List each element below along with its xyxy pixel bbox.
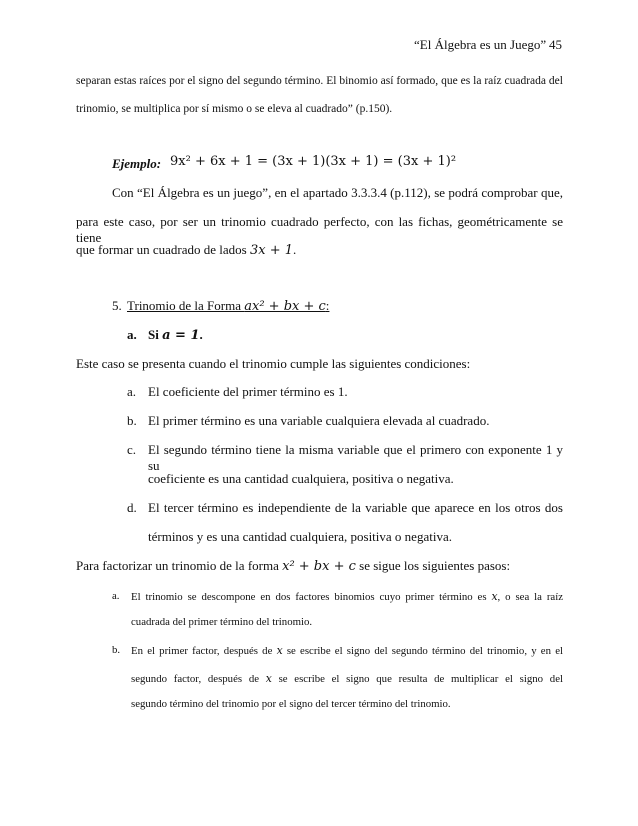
condition-text: coeficiente es una cantidad cualquiera, positiva o negativa.	[148, 471, 454, 486]
condition-text: El tercer término es independiente de la variable que aparece en los otros dos	[148, 500, 563, 515]
example-line-2: para este caso, por ser un trinomio cuadrado perfecto, con las fichas, geométricamente se tiene	[76, 214, 563, 245]
condition-text: términos y es una cantidad cualquiera, positiva o negativa.	[148, 529, 452, 544]
step-b-line-1: En el primer factor, después de x se escribe el signo del segundo término del trinomio, y en el	[131, 644, 563, 657]
steps-intro: Para factorizar un trinomio de la forma x² + bx + c se sigue los siguientes pasos:	[76, 558, 511, 574]
intro-line-2: trinomio, se multiplica por sí mismo o se eleva al cuadrado” (p.150).	[76, 103, 393, 115]
step-letter: a.	[112, 590, 120, 602]
example-line-3: que formar un cuadrado de lados 3x + 1.	[76, 242, 297, 258]
example-line-1: Con “El Álgebra es un juego”, en el apartado 3.3.3.4 (p.112), se podrá comprobar que,	[112, 185, 563, 200]
steps-expression: x² + bx + c	[282, 559, 356, 574]
section-5-number: 5.	[112, 298, 122, 313]
condition-letter: b.	[127, 413, 137, 428]
condition-text: El coeficiente del primer término es 1.	[148, 384, 348, 399]
subsection-a-letter: a.	[127, 327, 137, 342]
condition-letter: c.	[127, 442, 137, 457]
example-label: Ejemplo:	[112, 156, 162, 171]
condition-text: El segundo término tiene la misma variable que el primero con exponente 1 y su	[148, 442, 563, 473]
running-title: “El Álgebra es un Juego”	[414, 37, 547, 52]
example-equation: 9x² + 6x + 1 = (3x + 1)(3x + 1) = (3x + 1)²	[170, 154, 457, 169]
step-letter: b.	[112, 644, 121, 656]
page-number: 45	[549, 37, 562, 52]
step-a-line-2: cuadrada del primer término del trinomio.	[131, 616, 313, 628]
section-5-heading: Trinomio de la Forma ax² + bx + c:	[127, 298, 330, 314]
conditions-intro: Este caso se presenta cuando el trinomio cumple las siguientes condiciones:	[76, 356, 471, 371]
step-a-line-1: El trinomio se descompone en dos factores binomios cuyo primer término es x, o sea la raíz	[131, 590, 564, 603]
condition-letter: a.	[127, 384, 137, 399]
subsection-a-heading: Si a = 1.	[148, 327, 203, 343]
subsection-a-expression: a = 1	[162, 328, 200, 343]
condition-text: El primer término es una variable cualquiera elevada al cuadrado.	[148, 413, 490, 428]
section-5-expression: ax² + bx + c	[244, 299, 326, 314]
side-expression: 3x + 1	[250, 243, 294, 258]
step-b-line-3: segundo término del trinomio por el signo del tercer término del trinomio.	[131, 698, 451, 710]
condition-letter: d.	[127, 500, 137, 515]
intro-line-1: separan estas raíces por el signo del segundo término. El binomio así formado, que es la raíz cuadrada del	[76, 75, 563, 87]
step-b-line-2: segundo factor, después de x se escribe el signo que resulta de multiplicar el signo del	[131, 672, 563, 685]
